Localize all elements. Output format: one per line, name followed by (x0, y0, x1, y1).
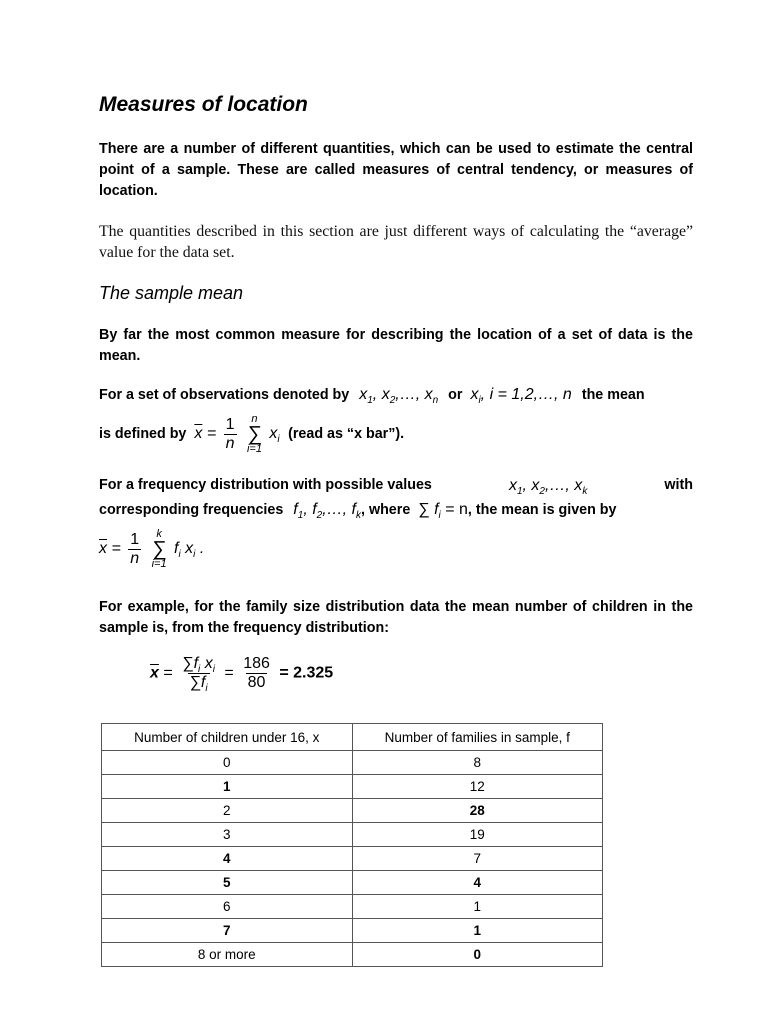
table-row (102, 943, 603, 967)
table-header-row (102, 724, 603, 751)
observations-lead-text: For a set of observations denoted by (99, 387, 350, 403)
table-row (102, 799, 603, 823)
example-paragraph: For example, for the family size distribution data the mean number of children in the sample is, from the frequency distribution: (99, 599, 693, 636)
children-cell: 6 (102, 895, 353, 919)
example-formula: $\overline{x}$ = $\frac{\sum f_i x_i}{\sum f_i}$ = $\frac{186}{80}$ = 2.325 (150, 655, 334, 694)
example-numerator: 186 (243, 655, 270, 672)
table-row (102, 823, 603, 847)
children-cell: 3 (102, 823, 353, 847)
children-column-header: Number of children under 16, x (102, 724, 353, 751)
families-cell: 7 (352, 847, 602, 871)
page-title: Measures of location (99, 93, 308, 116)
families-cell: 28 (352, 799, 602, 823)
mean-intro-paragraph: By far the most common measure for describing the location of a set of data is the mean. (99, 327, 693, 364)
mean-formula: $\overline{x}$ = $\frac{1}{n}$ n ∑ i=1 $x_i$ (194, 413, 280, 455)
section-title: The sample mean (99, 283, 244, 303)
example-result: = 2.325 (279, 664, 334, 682)
read-as-text: (read as “x bar”). (288, 426, 405, 442)
value-sequence: $x_1$, $x_2,\dots$, $x_k$ (508, 477, 588, 497)
families-cell: 12 (352, 775, 602, 799)
children-cell: 0 (102, 751, 353, 775)
frequency-mean-expression: $\overline{x}$ = $\frac{1}{n}$ k ∑ i=1 $f_i$ $x_i$ . (99, 528, 205, 570)
index-range: i = 1,2,…, n (489, 386, 572, 403)
mean-tail-text: the mean (581, 387, 645, 403)
observation-sequence: $x_1$, $x_2,\dots$, $x_n$ (359, 386, 439, 406)
table-row (102, 847, 603, 871)
intro-paragraph: There are a number of different quantities, which can be used to estimate the central point of a sample. These are called measures of central tendency, or measures of location. (99, 141, 693, 199)
table-row (102, 919, 603, 943)
defined-by-text: is defined by (99, 426, 187, 442)
frequency-line (99, 477, 693, 495)
frequencies-line (99, 501, 693, 519)
or-text: or (448, 387, 463, 403)
mean-given-text: , the mean is given by (467, 502, 617, 518)
families-cell: 8 (352, 751, 602, 775)
mean-definition-line (99, 413, 693, 455)
observations-line (99, 386, 693, 404)
frequencies-lead-text: corresponding frequencies (99, 502, 284, 518)
children-cell: 5 (102, 871, 353, 895)
frequency-mean-formula (99, 528, 693, 570)
where-text: , where (361, 502, 411, 518)
intro-serif-paragraph: The quantities described in this section are just different ways of calculating the “average” value for the data set. (99, 223, 693, 261)
children-cell: 1 (102, 775, 353, 799)
families-cell: 19 (352, 823, 602, 847)
table-row (102, 775, 603, 799)
sum-equals-text: = n (445, 501, 468, 518)
children-cell: 2 (102, 799, 353, 823)
children-cell: 7 (102, 919, 353, 943)
frequency-sum: ∑ $f_i = n$ (418, 501, 468, 521)
table-row (102, 871, 603, 895)
table-row (102, 895, 603, 919)
frequency-lead-text: For a frequency distribution with possible values (99, 477, 432, 493)
table-row (102, 751, 603, 775)
families-cell: 1 (352, 895, 602, 919)
frequency-sequence: $f_1$, $f_2,\dots$, $f_k$ (293, 501, 361, 521)
observation-index: $x_i$, i = 1,2,…, n (470, 386, 572, 406)
with-text: with (664, 477, 693, 493)
children-cell: 8 or more (102, 943, 353, 967)
children-cell: 4 (102, 847, 353, 871)
families-cell: 0 (352, 943, 602, 967)
family-size-table (101, 723, 603, 967)
example-denominator: 80 (247, 674, 266, 691)
families-cell: 4 (352, 871, 602, 895)
families-column-header: Number of families in sample, f (352, 724, 602, 751)
families-cell: 1 (352, 919, 602, 943)
